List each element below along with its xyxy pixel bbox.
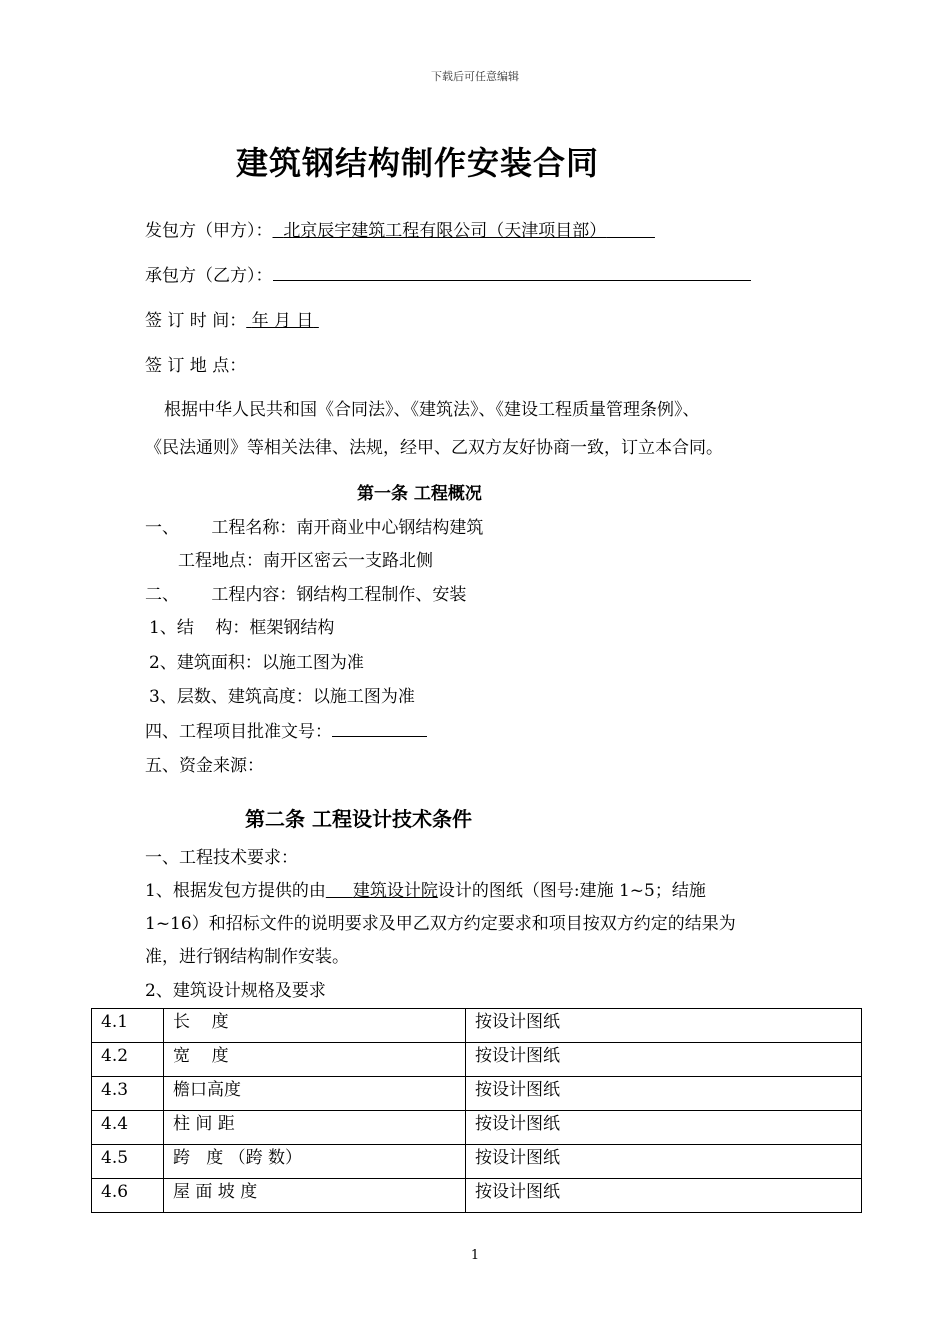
table-row	[92, 1009, 862, 1043]
row-number: 4.3	[92, 1077, 164, 1111]
designer-name: 建筑设计院	[352, 881, 438, 901]
article1-item: 3、层数、建筑高度：以施工图为准	[149, 687, 415, 707]
row-number: 4.6	[92, 1179, 164, 1213]
article2-sub1: 一、工程技术要求：	[145, 848, 298, 868]
row-item: 宽 度	[164, 1043, 466, 1077]
article1-heading: 第一条 工程概况	[357, 484, 482, 504]
contractor-label: 承包方（乙方）：	[145, 266, 273, 286]
row-item: 柱 间 距	[164, 1111, 466, 1145]
sign-time-line	[145, 306, 319, 331]
row-requirement: 按设计图纸	[466, 1043, 862, 1077]
contractor-line	[145, 261, 751, 286]
sign-time-label: 签 订 时 间：	[145, 311, 247, 331]
approval-number-blank	[332, 718, 427, 737]
sign-place-label: 签 订 地 点：	[145, 356, 247, 376]
employer-label: 发包方（甲方）：	[145, 221, 273, 241]
row-number: 4.4	[92, 1111, 164, 1145]
article2-para-line-1: 1、根据发包方提供的由 建筑设计院设计的图纸（图号:建施 1~5；结施	[145, 881, 706, 901]
approval-number-line	[145, 717, 427, 742]
contractor-blank	[273, 262, 751, 281]
preamble-line-1: 根据中华人民共和国《合同法》、《建筑法》、《建设工程质量管理条例》、	[164, 400, 700, 420]
row-requirement: 按设计图纸	[466, 1111, 862, 1145]
article1-item: 一、 工程名称：南开商业中心钢结构建筑	[145, 518, 484, 538]
row-item: 跨 度 （跨 数）	[164, 1145, 466, 1179]
article2-heading: 第二条 工程设计技术条件	[245, 807, 472, 831]
table-row	[92, 1179, 862, 1213]
spec-table	[91, 1008, 862, 1213]
row-requirement: 按设计图纸	[466, 1145, 862, 1179]
employer-value: 北京辰宇建筑工程有限公司（天津项目部）	[283, 221, 607, 241]
row-item: 檐口高度	[164, 1077, 466, 1111]
article2-para-line-2: 1~16）和招标文件的说明要求及甲乙双方约定要求和项目按双方约定的结果为	[145, 914, 736, 934]
row-item: 长 度	[164, 1009, 466, 1043]
table-row	[92, 1043, 862, 1077]
article1-item: 1、结 构：框架钢结构	[149, 618, 335, 638]
contract-title: 建筑钢结构制作安装合同	[236, 144, 600, 182]
row-number: 4.5	[92, 1145, 164, 1179]
row-item: 屋 面 坡 度	[164, 1179, 466, 1213]
header-note: 下载后可任意编辑	[431, 70, 519, 83]
table-row	[92, 1145, 862, 1179]
sign-time-value: 年 月 日	[251, 311, 314, 331]
preamble-line-2: 《民法通则》等相关法律、法规，经甲、乙双方友好协商一致，订立本合同。	[145, 438, 723, 458]
article1-item: 五、资金来源：	[145, 756, 264, 776]
article1-item: 二、 工程内容：钢结构工程制作、安装	[145, 585, 467, 605]
article1-item: 2、建筑面积：以施工图为准	[149, 653, 364, 673]
row-requirement: 按设计图纸	[466, 1179, 862, 1213]
row-requirement: 按设计图纸	[466, 1009, 862, 1043]
table-row	[92, 1111, 862, 1145]
article1-item: 四、工程项目批准文号：	[145, 722, 332, 742]
row-number: 4.1	[92, 1009, 164, 1043]
row-requirement: 按设计图纸	[466, 1077, 862, 1111]
article1-item: 工程地点：南开区密云一支路北侧	[178, 551, 433, 571]
article2-para-line-3: 准，进行钢结构制作安装。	[145, 947, 349, 967]
row-number: 4.2	[92, 1043, 164, 1077]
page-number: 1	[470, 1248, 480, 1263]
article2-sub2: 2、建筑设计规格及要求	[145, 981, 326, 1001]
table-row	[92, 1077, 862, 1111]
employer-line	[145, 216, 655, 241]
